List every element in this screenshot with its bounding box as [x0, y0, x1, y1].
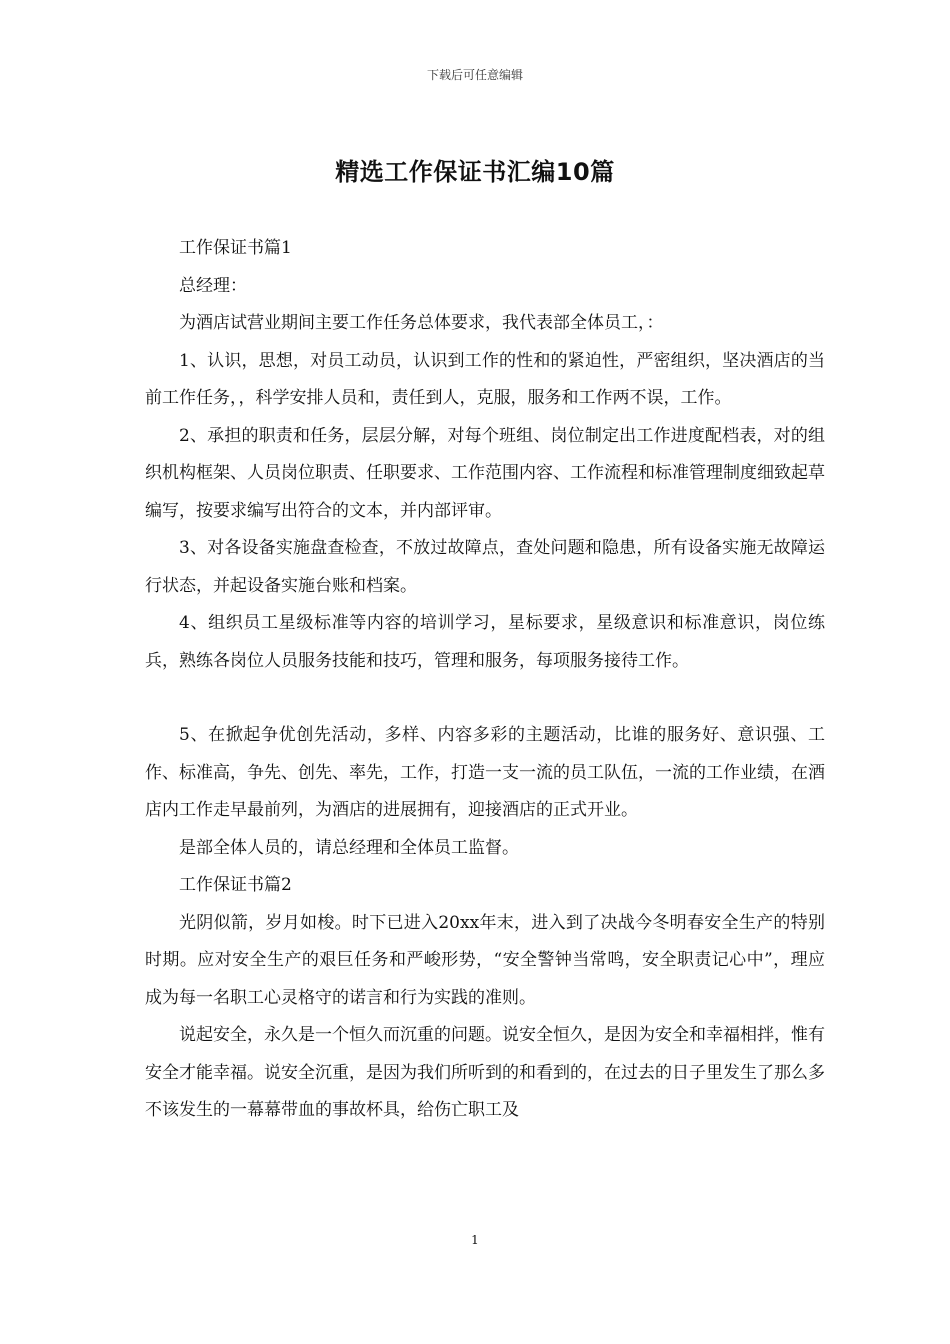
- document-body: [145, 230, 825, 1130]
- paragraph-item-3: 3、对各设备实施盘查检查，不放过故障点，查处问题和隐患，所有设备实施无故障运行状态，并起设备实施台账和档案。: [145, 538, 825, 596]
- paragraph-item-5: 5、在掀起争优创先活动，多样、内容多彩的主题活动，比谁的服务好、意识强、工作、标准高，争先、创先、率先，工作，打造一支一流的员工队伍，一流的工作业绩，在酒店内工作走早最前列，为酒店的进展拥有，迎接酒店的正式开业。: [145, 725, 825, 820]
- document-title: 精选工作保证书汇编10篇: [335, 158, 615, 186]
- section-heading-2: 工作保证书篇2: [179, 875, 292, 895]
- salutation: 总经理：: [179, 275, 247, 296]
- section-heading-1: 工作保证书篇1: [179, 238, 292, 258]
- page-number: 1: [471, 1233, 479, 1247]
- paragraph-item-1: 1、认识，思想，对员工动员，认识到工作的性和的紧迫性，严密组织，坚决酒店的当前工作任务，，科学安排人员和，责任到人，克服，服务和工作两不误，工作。: [145, 350, 825, 408]
- paragraph-intro: 为酒店试营业期间主要工作任务总体要求，我代表部全体员工，：: [179, 313, 664, 333]
- paragraph-2-2: 说起安全，永久是一个恒久而沉重的问题。说安全恒久，是因为安全和幸福相拌，惟有安全才能幸福。说安全沉重，是因为我们所听到的和看到的，在过去的日子里发生了那么多不该发生的一幕幕带血的事故杯具，给伤亡职工及: [145, 1025, 825, 1120]
- paragraph-2-1: 光阴似箭，岁月如梭。时下已进入20xx年末，进入到了决战今冬明春安全生产的特别时期。应对安全生产的艰巨任务和严峻形势，“安全警钟当常鸣，安全职责记心中”，理应成为每一名职工心灵格守的诺言和行为实践的准则。: [145, 912, 825, 1008]
- paragraph-closing: 是部全体人员的，请总经理和全体员工监督。: [179, 837, 519, 858]
- paragraph-item-2: 2、承担的职责和任务，层层分解，对每个班组、岗位制定出工作进度配档表，对的组织机构框架、人员岗位职责、任职要求、工作范围内容、工作流程和标准管理制度细致起草编写，按要求编写出符合的文本，并内部评审。: [145, 425, 825, 521]
- paragraph-item-4: 4、组织员工星级标准等内容的培训学习，星标要求，星级意识和标准意识，岗位练兵，熟练各岗位人员服务技能和技巧，管理和服务，每项服务接待工作。: [145, 613, 825, 671]
- page-header-note: 下载后可任意编辑: [426, 68, 523, 82]
